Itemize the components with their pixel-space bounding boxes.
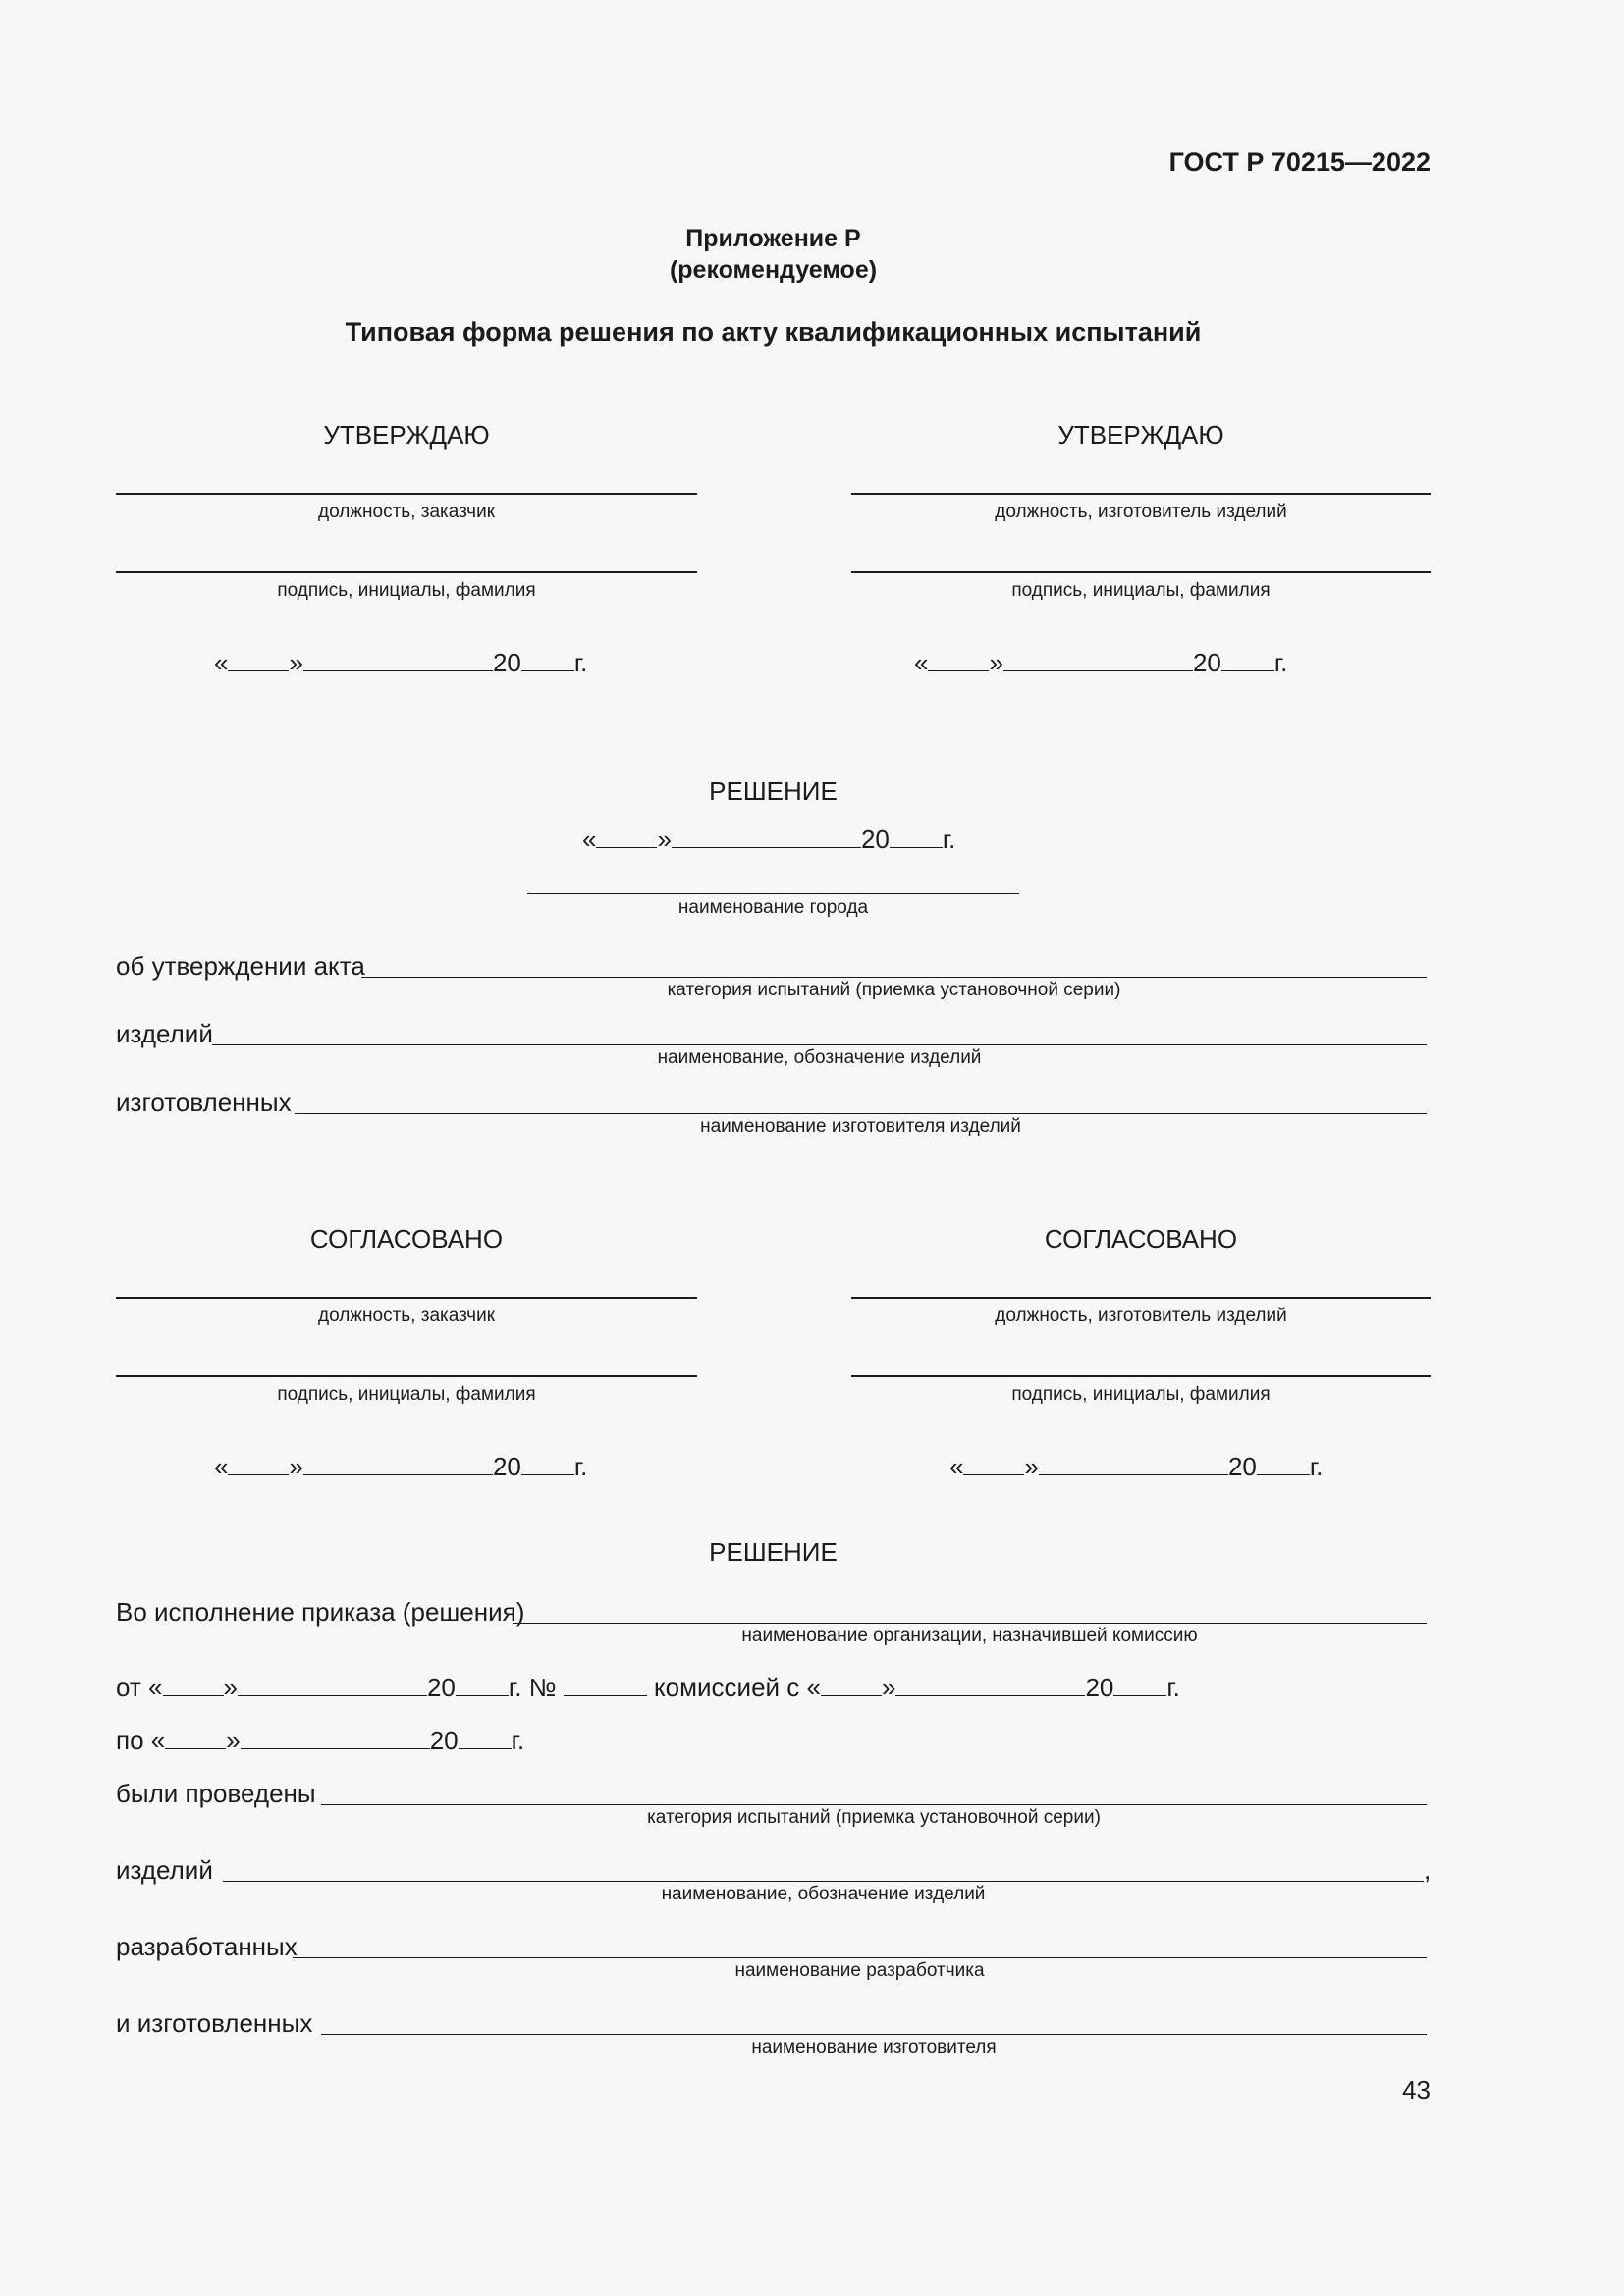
quote-open: «: [150, 1726, 166, 1755]
month-blank[interactable]: [303, 649, 493, 671]
approve-left-signature-line[interactable]: [116, 571, 697, 573]
approve-left-signature-caption: подпись, инициалы, фамилия: [277, 580, 536, 601]
agree-left-position-caption: должность, заказчик: [317, 1306, 496, 1326]
held-label: были проведены: [116, 1779, 316, 1808]
quote-close: »: [881, 1673, 896, 1702]
form-title: Типовая форма решения по акту квалификационных испытаний: [345, 317, 1202, 347]
order-caption: наименование организации, назначившей комиссию: [741, 1626, 1198, 1646]
decision1-row1-line[interactable]: [361, 977, 1427, 978]
quote-close: »: [657, 825, 672, 854]
made-label: и изготовленных: [116, 2008, 313, 2038]
city-line[interactable]: [527, 893, 1019, 894]
agree-right-position-line[interactable]: [851, 1297, 1431, 1299]
quote-open: «: [582, 825, 597, 854]
year-blank[interactable]: [1257, 1453, 1310, 1475]
items-label: изделий: [116, 1855, 213, 1885]
held-caption: категория испытаний (приемка установочной серии): [647, 1807, 1101, 1828]
quote-open: «: [806, 1673, 821, 1702]
agree-right-position-caption: должность, изготовитель изделий: [995, 1306, 1287, 1326]
year-suffix: г.: [942, 825, 956, 854]
approve-right-heading: УТВЕРЖДАЮ: [1057, 420, 1224, 450]
commission-label: комиссией с: [654, 1673, 800, 1702]
order-label: Во исполнение приказа (решения): [116, 1597, 525, 1627]
agree-left-heading: СОГЛАСОВАНО: [309, 1224, 504, 1254]
month-blank[interactable]: [1039, 1453, 1228, 1475]
decision1-row3-caption: наименование изготовителя изделий: [700, 1116, 1021, 1137]
quote-close: »: [989, 648, 1003, 677]
approve-left-position-line[interactable]: [116, 493, 697, 495]
day-blank[interactable]: [228, 649, 289, 671]
month-blank[interactable]: [1003, 649, 1193, 671]
appendix-status: (рекомендуемое): [669, 256, 878, 284]
decision1-row1-label: об утверждении акта: [116, 951, 365, 981]
quote-close: »: [289, 648, 303, 677]
to-date-row[interactable]: [116, 1726, 524, 1756]
items-line[interactable]: [223, 1881, 1424, 1882]
approve-right-date[interactable]: [914, 648, 1287, 678]
quote-open: «: [914, 648, 929, 677]
year-prefix: 20: [429, 1726, 459, 1755]
approve-right-signature-line[interactable]: [851, 571, 1431, 573]
quote-open: «: [148, 1673, 163, 1702]
city-caption: наименование города: [677, 897, 869, 918]
year-blank[interactable]: [521, 1453, 574, 1475]
year-prefix: 20: [492, 1452, 521, 1481]
items-caption: наименование, обозначение изделий: [661, 1884, 986, 1904]
day-blank[interactable]: [596, 826, 657, 848]
year-prefix: 20: [492, 648, 521, 677]
year-suffix: г.: [511, 1726, 525, 1755]
agree-right-date[interactable]: [949, 1452, 1323, 1482]
approve-right-position-caption: должность, изготовитель изделий: [995, 502, 1287, 522]
year-suffix: г.: [573, 1452, 588, 1481]
year-suffix: г.: [1273, 648, 1288, 677]
made-caption: наименование изготовителя: [751, 2037, 997, 2057]
decision1-row1-caption: категория испытаний (приемка установочной серии): [667, 980, 1121, 1000]
day-blank[interactable]: [963, 1453, 1024, 1475]
year-blank[interactable]: [1221, 649, 1274, 671]
decision1-heading: РЕШЕНИЕ: [709, 776, 838, 806]
month-blank[interactable]: [238, 1674, 427, 1696]
decision1-row2-label: изделий: [116, 1019, 213, 1048]
quote-open: «: [949, 1452, 964, 1481]
order-date-row[interactable]: [116, 1673, 1180, 1703]
dev-line[interactable]: [293, 1957, 1427, 1958]
decision1-row2-line[interactable]: [212, 1044, 1427, 1045]
quote-close: »: [289, 1452, 303, 1481]
year-blank[interactable]: [459, 1727, 512, 1749]
decision1-date[interactable]: [582, 825, 955, 855]
year-blank[interactable]: [890, 826, 943, 848]
agree-left-date[interactable]: [214, 1452, 587, 1482]
to-label: по: [116, 1726, 144, 1755]
held-line[interactable]: [321, 1804, 1427, 1805]
approve-left-date[interactable]: [214, 648, 587, 678]
agree-right-signature-caption: подпись, инициалы, фамилия: [1011, 1384, 1271, 1405]
approve-right-signature-caption: подпись, инициалы, фамилия: [1011, 580, 1271, 601]
order-line[interactable]: [513, 1623, 1427, 1624]
month-blank[interactable]: [672, 826, 861, 848]
approve-left-heading: УТВЕРЖДАЮ: [323, 420, 490, 450]
order-number-blank[interactable]: [564, 1674, 647, 1696]
agree-right-heading: СОГЛАСОВАНО: [1044, 1224, 1238, 1254]
agree-left-position-line[interactable]: [116, 1297, 697, 1299]
number-label: г. №: [508, 1673, 557, 1702]
year-prefix: 20: [860, 825, 890, 854]
year-blank[interactable]: [456, 1674, 509, 1696]
day-blank[interactable]: [163, 1674, 224, 1696]
year-prefix: 20: [1085, 1673, 1114, 1702]
year-prefix: 20: [426, 1673, 456, 1702]
year-prefix: 20: [1192, 648, 1221, 677]
quote-open: «: [214, 1452, 229, 1481]
approve-left-position-caption: должность, заказчик: [317, 502, 496, 522]
agree-left-signature-caption: подпись, инициалы, фамилия: [277, 1384, 536, 1405]
agree-left-signature-line[interactable]: [116, 1375, 697, 1377]
year-suffix: г.: [573, 648, 588, 677]
dev-label: разработанных: [116, 1932, 298, 1961]
made-line[interactable]: [321, 2034, 1427, 2035]
dev-caption: наименование разработчика: [734, 1960, 985, 1981]
year-blank[interactable]: [521, 649, 574, 671]
month-blank[interactable]: [241, 1727, 430, 1749]
standard-number: ГОСТ Р 70215—2022: [1168, 147, 1431, 177]
approve-right-position-line[interactable]: [851, 493, 1431, 495]
day-blank[interactable]: [928, 649, 989, 671]
quote-close: »: [223, 1673, 238, 1702]
year-prefix: 20: [1227, 1452, 1257, 1481]
decision2-heading: РЕШЕНИЕ: [709, 1537, 838, 1567]
month-blank[interactable]: [895, 1674, 1085, 1696]
quote-open: «: [214, 648, 229, 677]
day-blank[interactable]: [228, 1453, 289, 1475]
page-number: 43: [1402, 2075, 1431, 2105]
decision1-row2-caption: наименование, обозначение изделий: [657, 1047, 982, 1068]
decision1-row3-line[interactable]: [295, 1113, 1427, 1114]
appendix-title: Приложение Р: [685, 225, 861, 252]
from-label: от: [116, 1673, 141, 1702]
day-blank[interactable]: [821, 1674, 882, 1696]
year-suffix: г.: [1309, 1452, 1324, 1481]
items-comma: ,: [1424, 1855, 1432, 1885]
day-blank[interactable]: [165, 1727, 226, 1749]
quote-close: »: [1024, 1452, 1039, 1481]
agree-right-signature-line[interactable]: [851, 1375, 1431, 1377]
quote-close: »: [226, 1726, 241, 1755]
year-blank[interactable]: [1113, 1674, 1166, 1696]
decision1-row3-label: изготовленных: [116, 1088, 292, 1117]
month-blank[interactable]: [303, 1453, 493, 1475]
year-suffix: г.: [1166, 1673, 1180, 1702]
